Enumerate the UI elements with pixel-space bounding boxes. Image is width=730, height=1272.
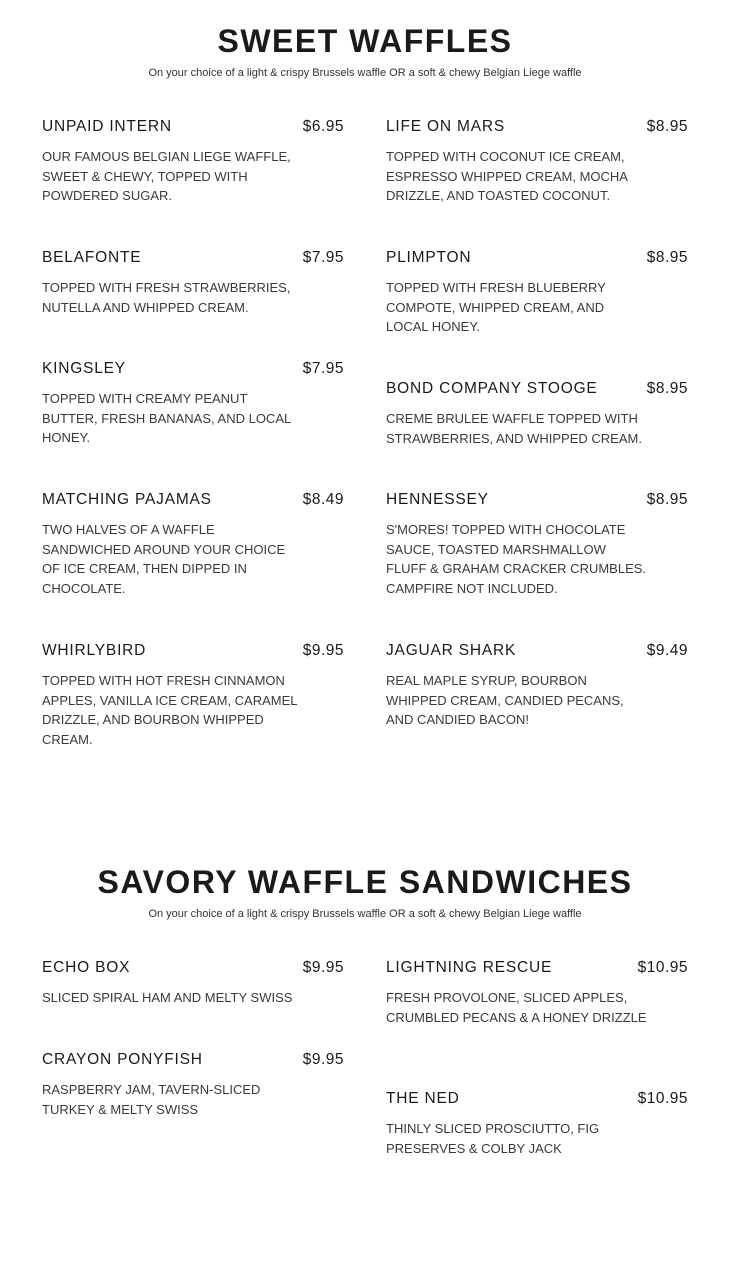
section-title: SWEET WAFFLES: [217, 23, 513, 59]
menu-item: [42, 118, 344, 206]
item-name: LIFE ON MARS: [386, 118, 505, 135]
item-price: $8.95: [646, 491, 688, 508]
item-name: UNPAID INTERN: [42, 118, 172, 135]
item-description: TOPPED WITH FRESH BLUEBERRY COMPOTE, WHIPPED CREAM, AND LOCAL HONEY.: [386, 280, 606, 335]
section-subtitle: On your choice of a light & crispy Brussels waffle OR a soft & chewy Belgian Liege waffle: [148, 67, 582, 79]
item-price: $7.95: [302, 360, 344, 377]
menu-item: [386, 118, 688, 206]
item-price: $6.95: [302, 118, 344, 135]
item-price: $7.95: [302, 249, 344, 266]
item-description: OUR FAMOUS BELGIAN LIEGE WAFFLE, SWEET & CHEWY, TOPPED WITH POWDERED SUGAR.: [42, 149, 291, 204]
item-description: REAL MAPLE SYRUP, BOURBON WHIPPED CREAM, CANDIED PECANS, AND CANDIED BACON!: [386, 673, 624, 728]
menu-item: [42, 491, 344, 598]
menu-item: [42, 249, 344, 317]
item-description: CREME BRULEE WAFFLE TOPPED WITH STRAWBERRIES, AND WHIPPED CREAM.: [386, 411, 642, 446]
item-description: SLICED SPIRAL HAM AND MELTY SWISS: [42, 990, 293, 1005]
item-name: BOND COMPANY STOOGE: [386, 380, 598, 397]
item-description: THINLY SLICED PROSCIUTTO, FIG PRESERVES & COLBY JACK: [386, 1121, 600, 1156]
menu-item: [42, 642, 344, 749]
menu-item: [386, 642, 688, 730]
sweet-waffles-section: [0, 25, 730, 765]
menu-item: [386, 380, 688, 448]
item-name: LIGHTNING RESCUE: [386, 959, 553, 976]
item-description: TOPPED WITH FRESH STRAWBERRIES, NUTELLA AND WHIPPED CREAM.: [42, 280, 291, 315]
item-price: $8.95: [646, 249, 688, 266]
item-name: BELAFONTE: [42, 249, 142, 266]
item-name: ECHO BOX: [42, 959, 131, 976]
item-description: TOPPED WITH HOT FRESH CINNAMON APPLES, VANILLA ICE CREAM, CARAMEL DRIZZLE, AND BOURBON WHIPPED CREAM.: [42, 673, 298, 747]
item-description: FRESH PROVOLONE, SLICED APPLES, CRUMBLED PECANS & A HONEY DRIZZLE: [386, 990, 647, 1025]
item-price: $9.95: [302, 959, 344, 976]
item-price: $10.95: [637, 959, 688, 976]
item-name: HENNESSEY: [386, 491, 489, 508]
item-name: CRAYON PONYFISH: [42, 1051, 203, 1068]
item-price: $8.95: [646, 380, 688, 397]
item-price: $8.49: [302, 491, 344, 508]
item-name: KINGSLEY: [42, 360, 126, 377]
savory-waffles-section: [0, 866, 730, 1186]
item-description: S'MORES! TOPPED WITH CHOCOLATE SAUCE, TOASTED MARSHMALLOW FLUFF & GRAHAM CRACKER CRUMBLES. CAMPFIRE NOT INCLUDED.: [386, 522, 647, 596]
item-description: TOPPED WITH COCONUT ICE CREAM, ESPRESSO WHIPPED CREAM, MOCHA DRIZZLE, AND TOASTED COCONUT.: [386, 149, 628, 204]
menu-item: [386, 1090, 688, 1158]
item-name: WHIRLYBIRD: [42, 642, 147, 659]
item-price: $8.95: [646, 118, 688, 135]
item-price: $9.95: [302, 1051, 344, 1068]
item-price: $10.95: [637, 1090, 688, 1107]
item-name: JAGUAR SHARK: [386, 642, 517, 659]
item-description: TOPPED WITH CREAMY PEANUT BUTTER, FRESH BANANAS, AND LOCAL HONEY.: [42, 391, 291, 446]
item-name: PLIMPTON: [386, 249, 472, 266]
item-price: $9.95: [302, 642, 344, 659]
section-title: SAVORY WAFFLE SANDWICHES: [97, 864, 633, 900]
item-description: RASPBERRY JAM, TAVERN-SLICED TURKEY & MELTY SWISS: [42, 1082, 261, 1117]
menu-item: [42, 1051, 344, 1119]
menu-item: [386, 249, 688, 337]
item-description: TWO HALVES OF A WAFFLE SANDWICHED AROUND YOUR CHOICE OF ICE CREAM, THEN DIPPED IN CHOCOLATE.: [42, 522, 286, 596]
menu-item: [42, 959, 344, 1008]
item-name: THE NED: [386, 1090, 460, 1107]
menu-item: [386, 959, 688, 1027]
section-subtitle: On your choice of a light & crispy Brussels waffle OR a soft & chewy Belgian Liege waffle: [148, 908, 582, 920]
menu-item: [386, 491, 688, 598]
item-price: $9.49: [646, 642, 688, 659]
item-name: MATCHING PAJAMAS: [42, 491, 212, 508]
menu-item: [42, 360, 344, 448]
